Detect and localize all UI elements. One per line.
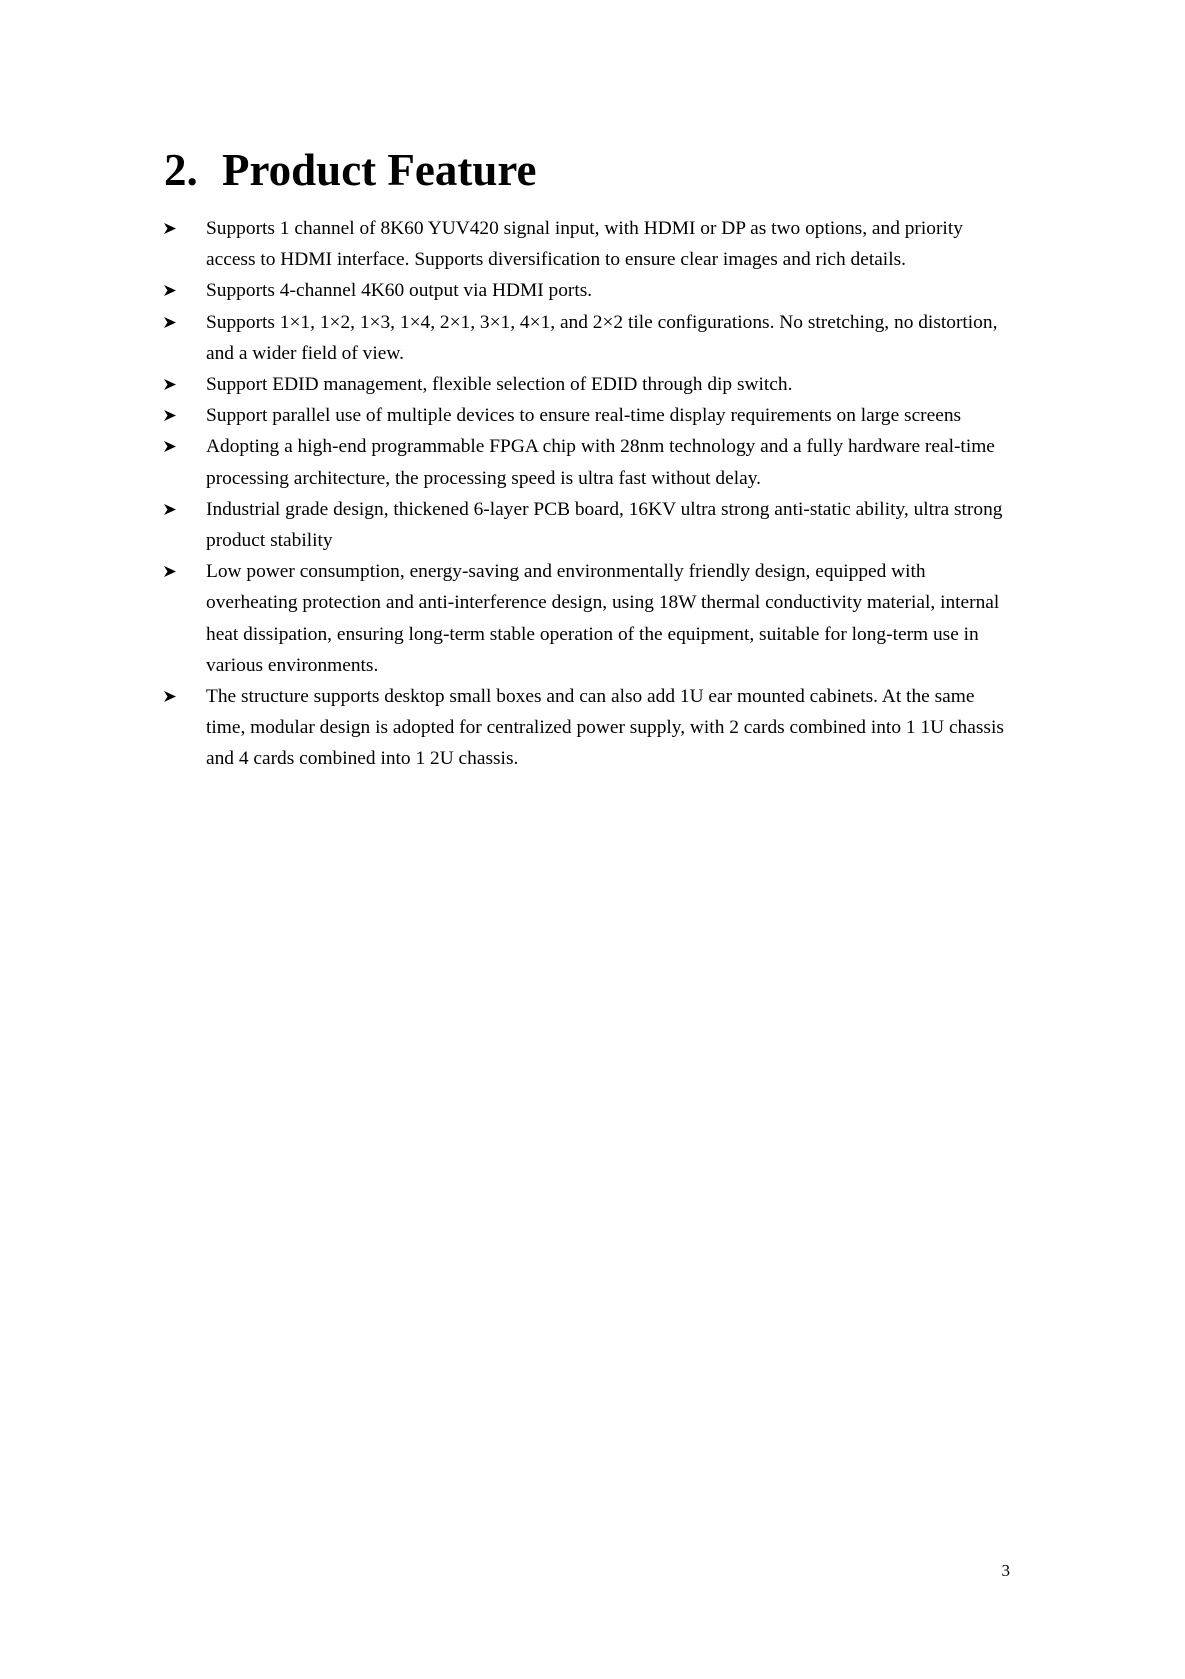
arrowhead-bullet-icon <box>164 410 176 421</box>
section-heading <box>164 141 537 199</box>
list-item <box>164 307 1014 369</box>
section-title: Product Feature <box>222 145 537 195</box>
list-item <box>164 275 1014 306</box>
arrowhead-bullet-icon <box>164 691 176 702</box>
arrowhead-bullet-icon <box>164 441 176 452</box>
feature-text: Supports 1×1, 1×2, 1×3, 1×4, 2×1, 3×1, 4×1, and 2×2 tile configurations. No stretching, no distortion, and a wider field of view. <box>206 311 998 364</box>
feature-text: Support EDID management, flexible selection of EDID through dip switch. <box>206 374 793 396</box>
list-item <box>164 369 1014 400</box>
arrowhead-bullet-icon <box>164 504 176 515</box>
feature-text: Low power consumption, energy-saving and environmentally friendly design, equipped with overheating protection and anti-interference design, using 18W thermal conductivity material, internal heat dissipation, ensuring long-term stable operation of the equipment, suitable for long-term use in various environments. <box>206 561 1000 676</box>
list-item <box>164 400 1014 431</box>
list-item <box>164 494 1014 556</box>
arrowhead-bullet-icon <box>164 285 176 296</box>
feature-text: Supports 1 channel of 8K60 YUV420 signal input, with HDMI or DP as two options, and priority access to HDMI interface. Supports diversification to ensure clear images and rich details. <box>206 218 963 271</box>
list-item <box>164 431 1014 493</box>
list-item <box>164 556 1014 681</box>
arrowhead-bullet-icon <box>164 223 176 234</box>
feature-text: Adopting a high-end programmable FPGA chip with 28nm technology and a fully hardware real-time processing architecture, the processing speed is ultra fast without delay. <box>206 436 995 489</box>
arrowhead-bullet-icon <box>164 379 176 390</box>
arrowhead-bullet-icon <box>164 566 176 577</box>
feature-text: Supports 4-channel 4K60 output via HDMI ports. <box>206 280 593 302</box>
arrowhead-bullet-icon <box>164 317 176 328</box>
section-number: 2. <box>164 145 198 195</box>
list-item <box>164 213 1014 275</box>
feature-text: Industrial grade design, thickened 6-layer PCB board, 16KV ultra strong anti-static ability, ultra strong product stability <box>206 498 1003 552</box>
feature-text: Support parallel use of multiple devices to ensure real-time display requirements on large screens <box>206 405 962 427</box>
list-item <box>164 681 1014 775</box>
page-number: 3 <box>1001 1561 1010 1580</box>
feature-text: The structure supports desktop small boxes and can also add 1U ear mounted cabinets. At the same time, modular design is adopted for centralized power supply, with 2 cards combined into 1 1U chassis and 4 cards combined into 1 2U chassis. <box>206 686 1004 770</box>
feature-list <box>164 213 1014 775</box>
